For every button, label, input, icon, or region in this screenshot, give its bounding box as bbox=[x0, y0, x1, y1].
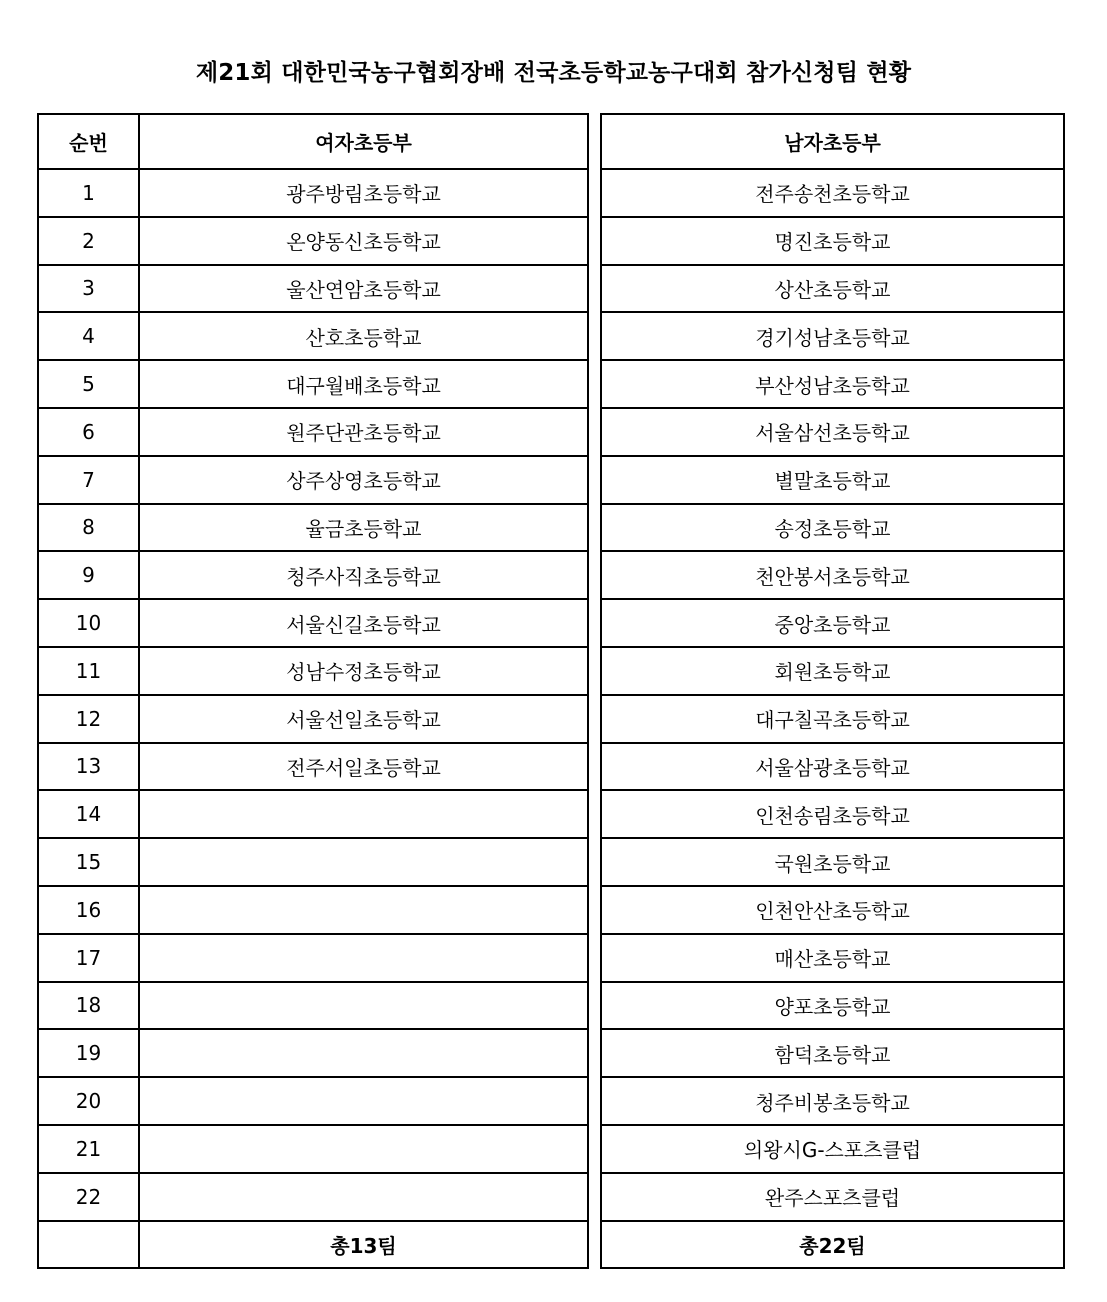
boys-school-name: 서울삼선초등학교 bbox=[601, 408, 1064, 456]
table-row bbox=[601, 647, 1064, 695]
boys-school-name: 회원초등학교 bbox=[601, 647, 1064, 695]
table-row bbox=[38, 695, 588, 743]
table-row bbox=[38, 217, 588, 265]
boys-school-name: 인천안산초등학교 bbox=[601, 886, 1064, 934]
table-row bbox=[601, 1173, 1064, 1221]
girls-school-name bbox=[139, 1173, 588, 1221]
total-label-empty bbox=[38, 1221, 139, 1269]
row-number: 17 bbox=[38, 934, 139, 982]
table-row bbox=[38, 647, 588, 695]
row-number: 13 bbox=[38, 743, 139, 791]
girls-school-name bbox=[139, 1029, 588, 1077]
girls-school-name bbox=[139, 790, 588, 838]
table-row bbox=[601, 1029, 1064, 1077]
row-number: 9 bbox=[38, 551, 139, 599]
boys-school-name: 명진초등학교 bbox=[601, 217, 1064, 265]
boys-school-name: 의왕시G-스포츠클럽 bbox=[601, 1125, 1064, 1173]
table-row bbox=[601, 743, 1064, 791]
table-row bbox=[38, 790, 588, 838]
girls-school-name: 전주서일초등학교 bbox=[139, 743, 588, 791]
table-row bbox=[601, 551, 1064, 599]
boys-school-name: 경기성남초등학교 bbox=[601, 312, 1064, 360]
table-row bbox=[38, 1173, 588, 1221]
table-row bbox=[38, 1077, 588, 1125]
girls-school-name bbox=[139, 1077, 588, 1125]
row-number: 11 bbox=[38, 647, 139, 695]
girls-school-name: 광주방림초등학교 bbox=[139, 169, 588, 217]
table-row bbox=[38, 886, 588, 934]
table-row bbox=[601, 1077, 1064, 1125]
table-row bbox=[38, 504, 588, 552]
table-row bbox=[38, 408, 588, 456]
table-header-row bbox=[38, 114, 588, 169]
boys-school-name: 서울삼광초등학교 bbox=[601, 743, 1064, 791]
table-row bbox=[601, 790, 1064, 838]
row-number: 15 bbox=[38, 838, 139, 886]
table-row bbox=[601, 265, 1064, 313]
table-row bbox=[38, 265, 588, 313]
girls-school-name: 서울신길초등학교 bbox=[139, 599, 588, 647]
document-title: 제21회 대한민국농구협회장배 전국초등학교농구대회 참가신청팀 현황 bbox=[195, 60, 912, 86]
boys-school-name: 국원초등학교 bbox=[601, 838, 1064, 886]
table-row bbox=[38, 169, 588, 217]
table-row bbox=[38, 312, 588, 360]
girls-school-name: 산호초등학교 bbox=[139, 312, 588, 360]
boys-school-name: 중앙초등학교 bbox=[601, 599, 1064, 647]
row-number: 22 bbox=[38, 1173, 139, 1221]
table-row bbox=[601, 312, 1064, 360]
row-number: 2 bbox=[38, 217, 139, 265]
girls-division-table bbox=[37, 113, 589, 1269]
row-number: 16 bbox=[38, 886, 139, 934]
table-row bbox=[38, 982, 588, 1030]
boys-school-name: 송정초등학교 bbox=[601, 504, 1064, 552]
header-number: 순번 bbox=[38, 114, 139, 169]
boys-school-name: 상산초등학교 bbox=[601, 265, 1064, 313]
boys-school-name: 부산성남초등학교 bbox=[601, 360, 1064, 408]
girls-school-name: 울산연암초등학교 bbox=[139, 265, 588, 313]
row-number: 7 bbox=[38, 456, 139, 504]
girls-school-name: 상주상영초등학교 bbox=[139, 456, 588, 504]
table-row bbox=[601, 456, 1064, 504]
table-row bbox=[38, 456, 588, 504]
row-number: 20 bbox=[38, 1077, 139, 1125]
header-boys-division: 남자초등부 bbox=[601, 114, 1064, 169]
girls-school-name: 서울선일초등학교 bbox=[139, 695, 588, 743]
girls-school-name bbox=[139, 886, 588, 934]
table-row bbox=[38, 1029, 588, 1077]
row-number: 4 bbox=[38, 312, 139, 360]
table-row bbox=[601, 217, 1064, 265]
girls-school-name: 성남수정초등학교 bbox=[139, 647, 588, 695]
row-number: 5 bbox=[38, 360, 139, 408]
row-number: 21 bbox=[38, 1125, 139, 1173]
boys-school-name: 함덕초등학교 bbox=[601, 1029, 1064, 1077]
row-number: 12 bbox=[38, 695, 139, 743]
boys-school-name: 청주비봉초등학교 bbox=[601, 1077, 1064, 1125]
table-row bbox=[38, 599, 588, 647]
girls-school-name bbox=[139, 1125, 588, 1173]
table-row bbox=[601, 838, 1064, 886]
girls-school-name: 원주단관초등학교 bbox=[139, 408, 588, 456]
row-number: 14 bbox=[38, 790, 139, 838]
table-header-row bbox=[601, 114, 1064, 169]
boys-school-name: 완주스포츠클럽 bbox=[601, 1173, 1064, 1221]
row-number: 3 bbox=[38, 265, 139, 313]
table-row bbox=[38, 1125, 588, 1173]
row-number: 1 bbox=[38, 169, 139, 217]
boys-school-name: 전주송천초등학교 bbox=[601, 169, 1064, 217]
boys-division-table bbox=[600, 113, 1065, 1269]
table-row bbox=[601, 886, 1064, 934]
table-row bbox=[601, 695, 1064, 743]
boys-school-name: 대구칠곡초등학교 bbox=[601, 695, 1064, 743]
table-row bbox=[38, 360, 588, 408]
girls-school-name bbox=[139, 838, 588, 886]
girls-school-name: 온양동신초등학교 bbox=[139, 217, 588, 265]
table-row bbox=[38, 743, 588, 791]
table-row bbox=[38, 551, 588, 599]
boys-total: 총22팀 bbox=[601, 1221, 1064, 1269]
girls-school-name: 율금초등학교 bbox=[139, 504, 588, 552]
girls-school-name bbox=[139, 934, 588, 982]
table-row bbox=[601, 169, 1064, 217]
table-row bbox=[38, 934, 588, 982]
table-row bbox=[601, 599, 1064, 647]
row-number: 6 bbox=[38, 408, 139, 456]
table-row bbox=[601, 408, 1064, 456]
table-row bbox=[601, 504, 1064, 552]
girls-school-name bbox=[139, 982, 588, 1030]
row-number: 19 bbox=[38, 1029, 139, 1077]
girls-total: 총13팀 bbox=[139, 1221, 588, 1269]
header-girls-division: 여자초등부 bbox=[139, 114, 588, 169]
boys-school-name: 양포초등학교 bbox=[601, 982, 1064, 1030]
row-number: 8 bbox=[38, 504, 139, 552]
boys-school-name: 별말초등학교 bbox=[601, 456, 1064, 504]
girls-school-name: 대구월배초등학교 bbox=[139, 360, 588, 408]
row-number: 10 bbox=[38, 599, 139, 647]
row-number: 18 bbox=[38, 982, 139, 1030]
boys-school-name: 매산초등학교 bbox=[601, 934, 1064, 982]
boys-school-name: 인천송림초등학교 bbox=[601, 790, 1064, 838]
girls-school-name: 청주사직초등학교 bbox=[139, 551, 588, 599]
boys-school-name: 천안봉서초등학교 bbox=[601, 551, 1064, 599]
total-row bbox=[601, 1221, 1064, 1269]
table-row bbox=[601, 934, 1064, 982]
table-row bbox=[601, 360, 1064, 408]
table-row bbox=[601, 982, 1064, 1030]
table-row bbox=[38, 838, 588, 886]
table-row bbox=[601, 1125, 1064, 1173]
total-row bbox=[38, 1221, 588, 1269]
